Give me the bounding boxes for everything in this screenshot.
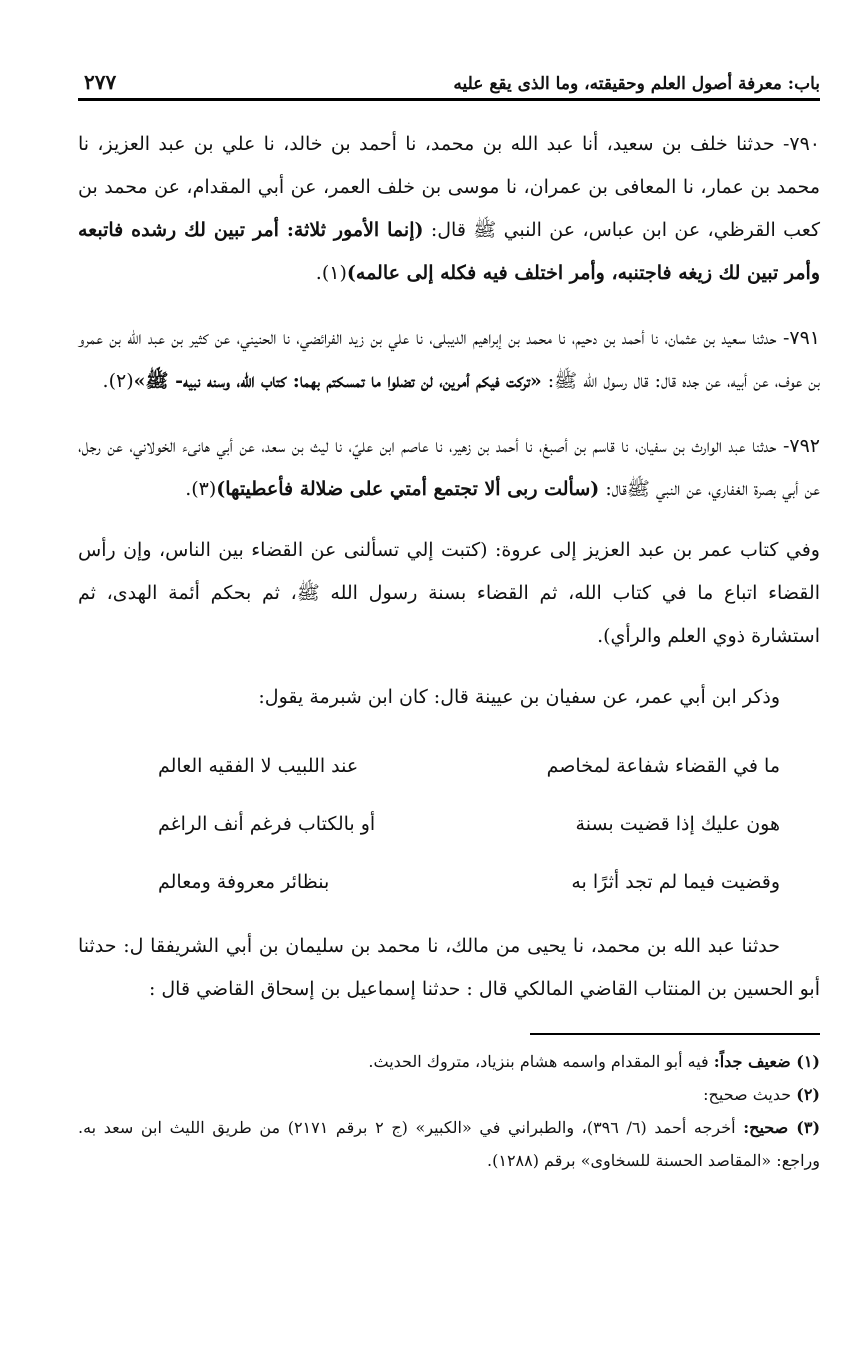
poem-intro: وذكر ابن أبي عمر، عن سفيان بن عيينة قال: كان ابن شبرمة يقول: (258, 686, 780, 708)
footnote-label: (١) ضعيف جداً: (713, 1052, 820, 1071)
footnote-ref: (١). (315, 262, 347, 284)
footnotes (78, 1045, 820, 1177)
hadith-text: (إنما الأمور ثلاثة: أمر تبين لك رشده فاتبعه وأمر تبين لك زيغه فاجتنبه، وأمر اختلف فيه فكله إلى عالمه) (78, 219, 820, 284)
footnote-2 (78, 1078, 820, 1111)
footnote-label: (٢) (796, 1085, 820, 1104)
verse-first-hemistich: هون عليك إذا قضيت بسنة (575, 813, 780, 835)
hadith-text: (سألت ربى ألا تجتمع أمتي على ضلالة فأعطيتها) (216, 478, 600, 500)
footnote-text: فيه أبو المقدام واسمه هشام بنزياد، متروك الحديث. (368, 1052, 709, 1071)
poem-verse (78, 795, 820, 853)
hadith-chain: حدثنا عبد الوارث بن سفيان، نا قاسم بن أصبغ، نا أحمد بن زهير، نا عاصم ابن عليّ، نا ليث بن سعد، عن أبي هانىء الخولاني، عن رجل، عن أبي بصرة الغفاري، عن النبي ﷺقال: (78, 435, 820, 500)
verse-first-hemistich: ما في القضاء شفاعة لمخاصم (546, 755, 780, 777)
verse-second-hemistich: عند اللبيب لا الفقيه العالم (158, 755, 359, 777)
footnote-text: أخرجه أحمد (٦/ ٣٩٦)، والطبراني في «الكبير» (ج ٢ برقم ٢١٧١) من طريق الليث ابن سعد به. وراجع: «المقاصد الحسنة للسخاوى» برقم (١٢٨٨). (78, 1118, 820, 1170)
verse-second-hemistich: أو بالكتاب فرغم أنف الراغم (158, 813, 376, 835)
hadith-791 (78, 317, 820, 403)
verse-second-hemistich: بنظائر معروفة ومعالم (158, 871, 330, 893)
footnote-3 (78, 1111, 820, 1177)
book-page (78, 60, 820, 1177)
footnote-text: حديث صحيح: (703, 1085, 792, 1104)
hadith-number: ٧٩٢- (782, 435, 820, 457)
poem-verse (78, 737, 820, 795)
footnote-label: (٣) صحيح: (743, 1118, 821, 1137)
poem (78, 737, 820, 911)
hadith-790 (78, 123, 820, 295)
hadith-number: ٧٩١- (782, 327, 821, 349)
footnote-divider (530, 1033, 820, 1035)
page-header (78, 60, 820, 101)
verse-first-hemistich: وقضيت فيما لم تجد أثرًا به (571, 871, 780, 893)
footnote-ref: (٣). (185, 478, 217, 500)
hadith-chain: حدثنا خلف بن سعيد، أنا عبد الله بن محمد، نا أحمد بن خالد، نا علي بن عبد العزيز، نا محمد بن عمار، نا المعافى بن عمران، نا موسى بن خلف العمر، عن أبي المقدام، عن محمد بن كعب القرظي، عن ابن عباس، عن النبي ﷺ قال: (78, 133, 820, 241)
footnote-1 (78, 1045, 820, 1078)
umar-letter-paragraph: وفي كتاب عمر بن عبد العزيز إلى عروة: (كتبت إلي تسألنى عن القضاء بين الناس، وإن رأس القضاء اتباع ما في كتاب الله، ثم القضاء بسنة رسول الله ﷺ، ثم بحكم أئمة الهدى، ثم استشارة ذوي العلم والرأي). (78, 539, 820, 647)
closing-paragraph: حدثنا عبد الله بن محمد، نا يحيى من مالك، نا محمد بن سليمان بن أبي الشريفقا ل: حدثنا أبو الحسين بن المنتاب القاضي المالكي قال : حدثنا إسماعيل بن إسحاق القاضي قال : (78, 935, 820, 1000)
footnote-ref: (٢). (102, 370, 134, 392)
hadith-number: ٧٩٠- (782, 133, 821, 155)
hadith-text: «تركت فيكم أمرين، لن تضلوا ما تمسكتم بهما: كتاب الله، وسنه نبيه- ﷺ» (133, 370, 542, 392)
page-number: ٢٧٧ (84, 70, 117, 94)
hadith-chain: حدثنا سعيد بن عثمان، نا أحمد بن دحيم، نا محمد بن إبراهيم الديبلى، نا علي بن زيد الفرائضي، نا الحنيني، عن كثير بن عبد الله بن عمرو بن عوف، عن أبيه، عن جده قال: قال رسول الله ﷺ: (78, 327, 820, 392)
hadith-792 (78, 425, 820, 511)
poem-verse (78, 853, 820, 911)
chapter-title: باب: معرفة أصول العلم وحقيقته، وما الذى يقع عليه (453, 74, 820, 94)
